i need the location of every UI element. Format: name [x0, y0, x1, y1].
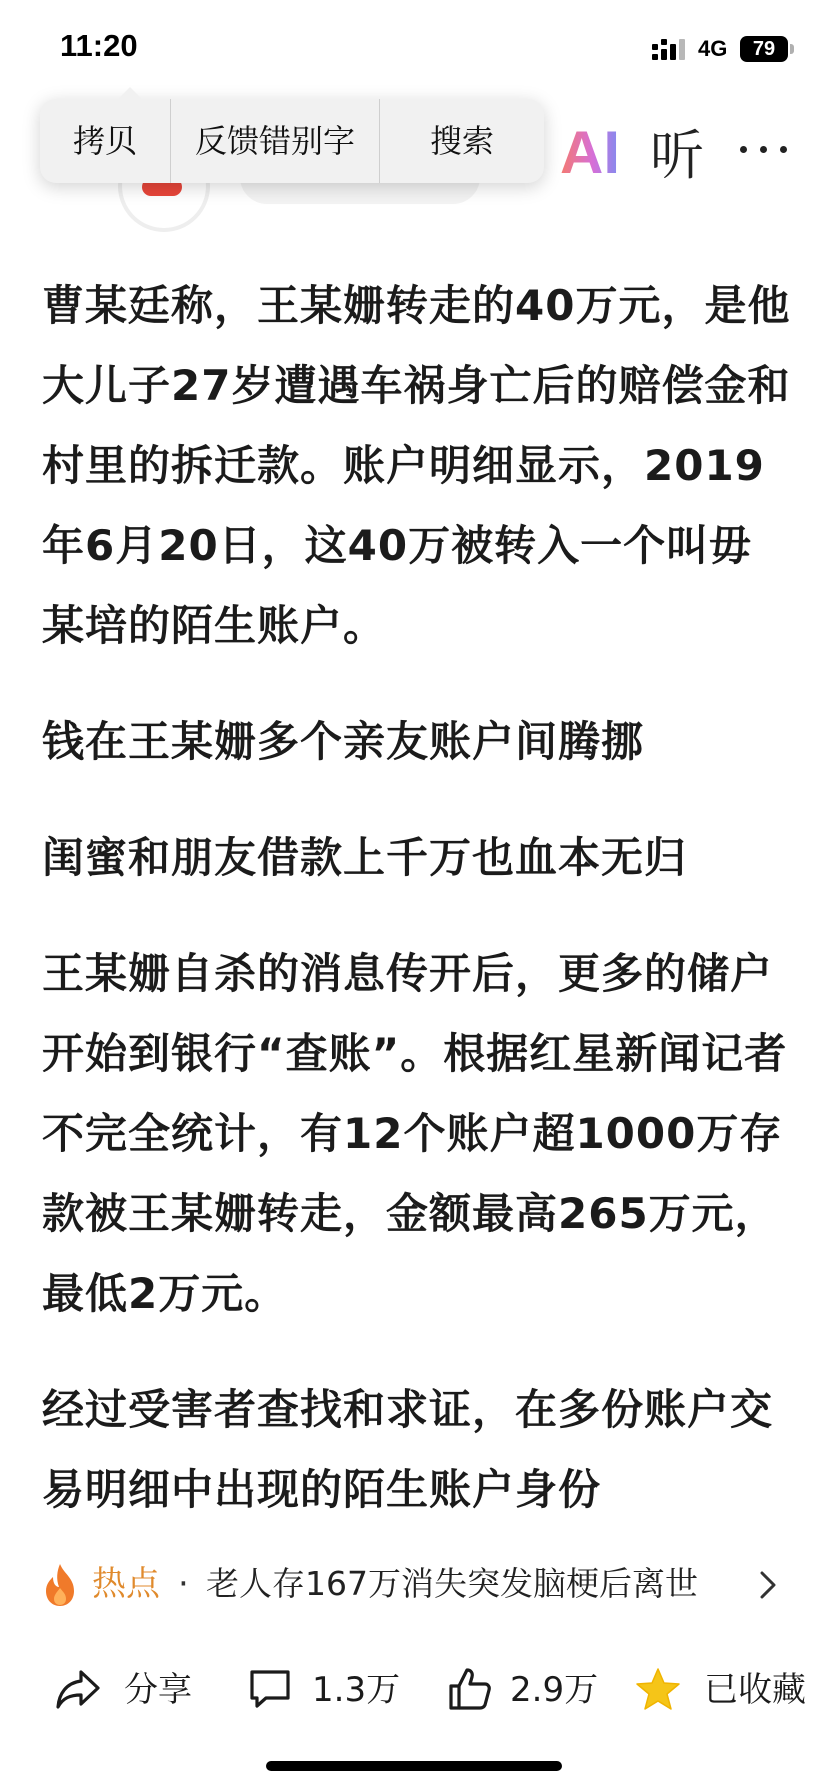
article-paragraph: 曹某廷称，王某姗转走的40万元，是他大儿子27岁遭遇车祸身亡后的赔偿金和村里的拆迁款。账户明细显示，2019年6月20日，这40万被转入一个叫毋某培的陌生账户。 — [42, 281, 791, 650]
ai-button[interactable]: AI — [560, 119, 620, 186]
signal-icon — [652, 38, 694, 62]
article-paragraph: 经过受害者查找和求证，在多份账户交易明细中出现的陌生账户身份 — [42, 1385, 774, 1514]
comment-button[interactable] — [246, 1660, 406, 1720]
search-menu-item[interactable]: 搜索 — [429, 122, 494, 160]
hot-topic-title[interactable]: 老人存167万消失突发脑梗后离世 — [206, 1564, 698, 1603]
flame-icon — [40, 1562, 80, 1608]
share-label: 分享 — [124, 1670, 192, 1710]
status-bar — [0, 0, 828, 100]
action-bar — [0, 1640, 828, 1740]
status-time: 11:20 — [60, 28, 138, 63]
article-subheading: 闺蜜和朋友借款上千万也血本无归 — [42, 833, 688, 882]
copy-menu-item[interactable]: 拷贝 — [72, 122, 137, 160]
hot-label: 热点 — [92, 1564, 160, 1604]
article-subheading: 钱在王某姗多个亲友账户间腾挪 — [42, 717, 645, 766]
text-selection-menu — [40, 99, 544, 183]
like-button[interactable] — [446, 1660, 606, 1720]
more-icon[interactable] — [736, 130, 792, 170]
home-indicator[interactable] — [266, 1761, 562, 1771]
hot-separator: · — [178, 1564, 189, 1604]
chevron-right-icon[interactable] — [758, 1570, 778, 1600]
report-typo-menu-item[interactable]: 反馈错别字 — [194, 122, 355, 160]
like-count: 2.9万 — [510, 1670, 599, 1710]
hot-topic-bar[interactable] — [0, 1528, 828, 1640]
share-icon — [54, 1666, 102, 1712]
star-icon — [634, 1666, 682, 1712]
article-body — [42, 266, 794, 1566]
battery-tip — [790, 44, 794, 54]
bottom-panel — [0, 1528, 828, 1792]
comment-icon — [246, 1666, 294, 1712]
battery-icon: 79 — [740, 36, 788, 62]
network-label: 4G — [698, 36, 728, 61]
favorite-button[interactable] — [634, 1660, 814, 1720]
thumbs-up-icon — [446, 1666, 494, 1712]
comment-count: 1.3万 — [312, 1670, 401, 1710]
favorite-label: 已收藏 — [704, 1670, 806, 1710]
listen-button[interactable]: 听 — [650, 124, 704, 187]
share-button[interactable] — [54, 1660, 204, 1720]
article-paragraph: 王某姗自杀的消息传开后，更多的储户开始到银行“查账”。根据红星新闻记者不完全统计，有12个账户超1000万存款被王某姗转走，金额最高265万元，最低2万元。 — [42, 949, 788, 1318]
